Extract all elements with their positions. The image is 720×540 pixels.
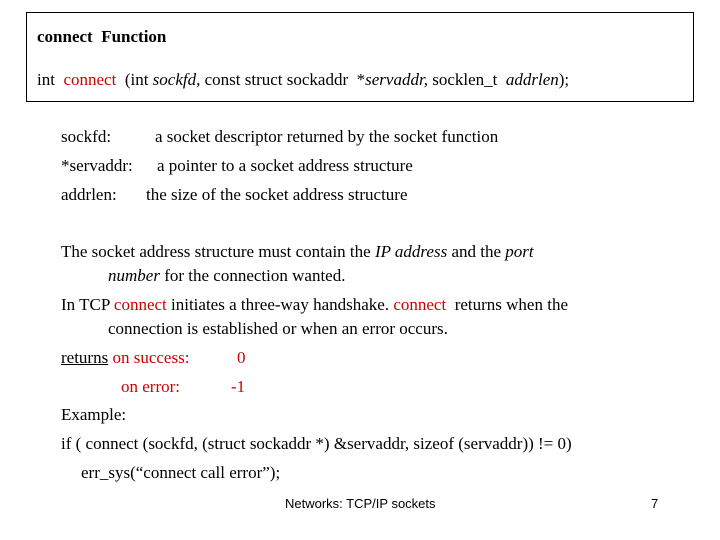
param-desc-servaddr: a pointer to a socket address structure [157, 156, 413, 175]
proto-text: (int [116, 70, 153, 89]
param-desc-addrlen: the size of the socket address structure [146, 185, 408, 204]
prototype-box [26, 12, 694, 102]
paragraph-address-line2: number for the connection wanted. [108, 266, 346, 285]
paragraph-address-line1: The socket address structure must contain the IP address and the port [61, 242, 534, 261]
example-code-line1: if ( connect (sockfd, (struct sockaddr *) &servaddr, sizeof (servaddr)) != 0) [61, 434, 572, 453]
function-prototype [37, 70, 569, 90]
page-number: 7 [651, 496, 659, 511]
param-name-servaddr: *servaddr: [61, 156, 133, 175]
proto-arg-sockfd: sockfd, [152, 70, 201, 89]
proto-text: ); [558, 70, 570, 89]
param-name-addrlen: addrlen: [61, 185, 117, 204]
example-code-line2: err_sys(“connect call error”); [81, 463, 281, 482]
paragraph-tcp-line2: connection is established or when an error occurs. [108, 319, 448, 338]
footer-title: Networks: TCP/IP sockets [285, 496, 436, 511]
proto-return-type: int [37, 70, 64, 89]
paragraph-tcp-line1: In TCP connect initiates a three-way handshake. connect returns when the [61, 295, 569, 314]
error-value: -1 [231, 377, 246, 396]
returns-success-row [61, 348, 189, 368]
proto-function-name: connect [63, 70, 117, 89]
returns-label: returns [61, 348, 109, 367]
slide-title: connect Function [37, 27, 167, 46]
success-label: on success: [108, 348, 190, 367]
param-desc-sockfd: a socket descriptor returned by the socket function [155, 127, 499, 146]
success-value: 0 [237, 348, 246, 367]
example-label: Example: [61, 405, 127, 424]
proto-text: const struct sockaddr * [200, 70, 366, 89]
proto-text: socklen_t [427, 70, 506, 89]
proto-arg-servaddr: servaddr, [365, 70, 428, 89]
param-name-sockfd: sockfd: [61, 127, 112, 146]
error-label: on error: [121, 377, 181, 396]
proto-arg-addrlen: addrlen [505, 70, 559, 89]
